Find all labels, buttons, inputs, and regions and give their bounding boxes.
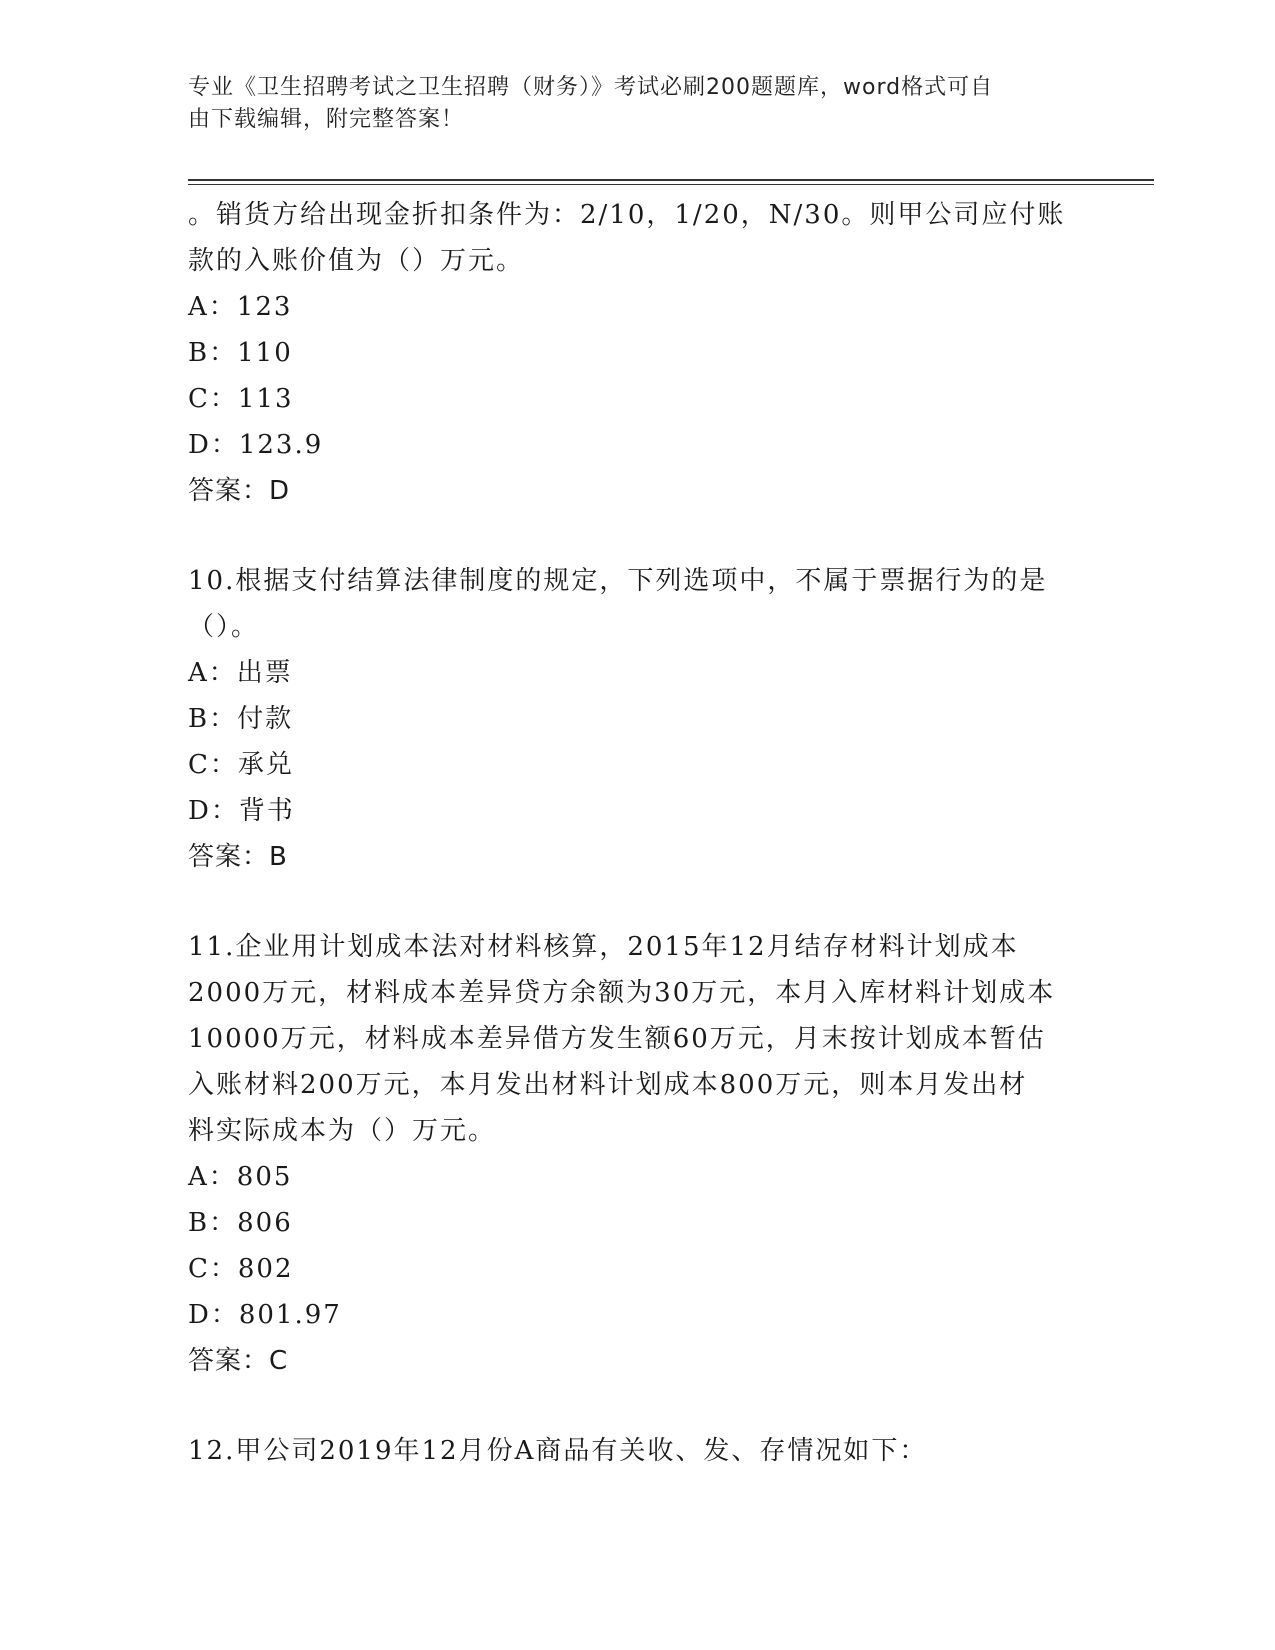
option-d: D：123.9 bbox=[188, 430, 324, 460]
answer-line: 答案：D bbox=[188, 476, 291, 506]
question-stem-line: 10.根据支付结算法律制度的规定，下列选项中，不属于票据行为的是 bbox=[188, 566, 1048, 596]
document-header bbox=[188, 72, 1068, 136]
option-c: C：802 bbox=[188, 1254, 294, 1284]
question-stem-line: 料实际成本为（）万元。 bbox=[188, 1116, 497, 1146]
option-d: D：801.97 bbox=[188, 1300, 342, 1330]
answer-line: 答案：C bbox=[188, 1346, 289, 1376]
answer-line: 答案：B bbox=[188, 842, 288, 872]
option-b: B：806 bbox=[188, 1208, 293, 1238]
question-block bbox=[188, 1428, 1088, 1474]
option-a: A：出票 bbox=[188, 658, 293, 688]
option-c: C：承兑 bbox=[188, 750, 294, 780]
question-stem-line: 入账材料200万元，本月发出材料计划成本800万元，则本月发出材 bbox=[188, 1070, 1028, 1100]
question-stem-line: 款的入账价值为（）万元。 bbox=[188, 246, 525, 276]
option-a: A：805 bbox=[188, 1162, 293, 1192]
header-divider-thick bbox=[188, 179, 1154, 181]
question-stem-line: 11.企业用计划成本法对材料核算，2015年12月结存材料计划成本 bbox=[188, 932, 1019, 962]
header-line-2: 由下载编辑，附完整答案！ bbox=[188, 107, 465, 132]
option-c: C：113 bbox=[188, 384, 294, 414]
question-block bbox=[188, 192, 1088, 514]
spacer bbox=[188, 880, 1088, 924]
spacer bbox=[188, 1384, 1088, 1428]
header-divider-thin bbox=[188, 184, 1154, 185]
question-stem-line: 。销货方给出现金折扣条件为：2/10，1/20，N/30。则甲公司应付账 bbox=[188, 200, 1066, 230]
question-stem-line: 12.甲公司2019年12月份A商品有关收、发、存情况如下： bbox=[188, 1436, 928, 1466]
question-stem-line: （）。 bbox=[188, 612, 260, 642]
spacer bbox=[188, 514, 1088, 558]
question-stem-line: 2000万元，材料成本差异贷方余额为30万元，本月入库材料计划成本 bbox=[188, 978, 1056, 1008]
option-b: B：110 bbox=[188, 338, 293, 368]
option-d: D：背书 bbox=[188, 796, 295, 826]
question-block bbox=[188, 558, 1088, 880]
header-line-1: 专业《卫生招聘考试之卫生招聘（财务）》考试必刷200题题库，word格式可自 bbox=[188, 75, 994, 100]
question-block bbox=[188, 924, 1088, 1384]
question-list bbox=[188, 192, 1088, 1474]
option-a: A：123 bbox=[188, 292, 293, 322]
question-stem-line: 10000万元，材料成本差异借方发生额60万元，月末按计划成本暂估 bbox=[188, 1024, 1046, 1054]
option-b: B：付款 bbox=[188, 704, 294, 734]
